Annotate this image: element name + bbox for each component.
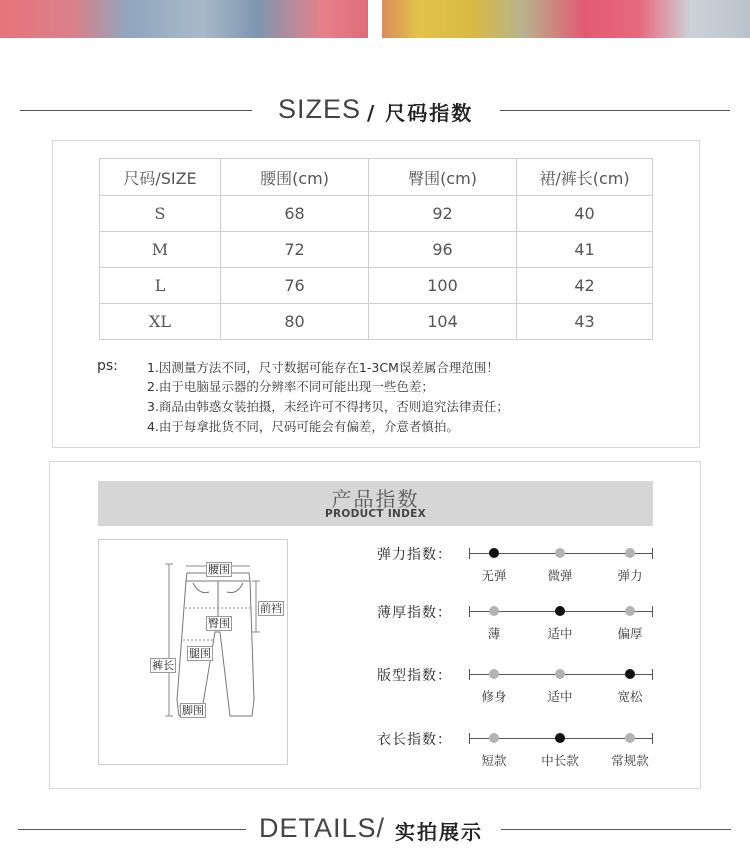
diagram-label-thigh: 腿围 xyxy=(189,647,211,660)
index-option: 微弹 xyxy=(547,568,573,583)
details-section-heading xyxy=(0,810,750,850)
diagram-label-waist: 腰围 xyxy=(208,563,230,576)
index-dot xyxy=(625,733,635,743)
product-index-title-cn: 产品指数 xyxy=(331,487,420,511)
table-row xyxy=(100,304,653,340)
table-cell: L xyxy=(100,268,221,304)
index-dot xyxy=(625,606,635,616)
sizes-heading-en: SIZES xyxy=(278,94,362,124)
table-cell: 40 xyxy=(517,196,653,232)
table-cell: 42 xyxy=(517,268,653,304)
index-option: 弹力 xyxy=(617,568,643,583)
index-option: 中长款 xyxy=(541,753,579,768)
heading-rule-right xyxy=(501,829,731,830)
product-index-title-bar xyxy=(98,481,653,526)
track-tick xyxy=(652,548,653,559)
product-photo-left xyxy=(0,0,368,38)
table-cell: 41 xyxy=(517,232,653,268)
index-row-label: 薄厚指数： xyxy=(377,605,452,621)
notes-prefix: ps: xyxy=(97,358,118,374)
index-dot-selected xyxy=(489,548,499,558)
diagram-label-hem: 脚围 xyxy=(182,704,204,717)
table-header-row xyxy=(100,159,653,196)
table-row xyxy=(100,232,653,268)
index-option: 偏厚 xyxy=(617,626,643,641)
table-cell: 43 xyxy=(517,304,653,340)
details-heading-en: DETAILS/ xyxy=(259,813,386,843)
table-cell: 72 xyxy=(221,232,369,268)
track-tick xyxy=(469,669,470,680)
index-option: 无弹 xyxy=(481,568,507,583)
index-option: 宽松 xyxy=(617,689,643,704)
index-option: 常规款 xyxy=(611,753,649,768)
index-option: 薄 xyxy=(487,626,501,641)
table-header-cell: 裙/裤长(cm) xyxy=(517,159,653,196)
index-option: 适中 xyxy=(547,626,573,641)
heading-rule-left xyxy=(18,829,246,830)
index-option: 短款 xyxy=(481,753,507,768)
note-item: 4.由于每拿批货不同，尺码可能会有偏差，介意者慎拍。 xyxy=(147,419,459,434)
note-item: 3.商品由韩惑女装拍摄，未经许可不得拷贝，否则追究法律责任； xyxy=(147,399,509,414)
table-row xyxy=(100,196,653,232)
index-row-label: 衣长指数： xyxy=(377,732,452,748)
index-dot xyxy=(555,548,565,558)
track-tick xyxy=(652,606,653,617)
table-cell: 104 xyxy=(369,304,517,340)
product-index-title-en: PRODUCT INDEX xyxy=(324,508,427,520)
size-table xyxy=(99,158,653,340)
index-row-fit xyxy=(50,665,700,705)
track-tick xyxy=(469,733,470,744)
index-dot-selected xyxy=(625,669,635,679)
table-cell: 80 xyxy=(221,304,369,340)
index-dot xyxy=(489,733,499,743)
track-tick xyxy=(469,548,470,559)
note-item: 2.由于电脑显示器的分辨率不同可能出现一些色差； xyxy=(147,379,434,394)
sizes-heading-cn: / 尺码指数 xyxy=(367,101,474,125)
index-row-length xyxy=(50,729,700,769)
index-dot xyxy=(489,606,499,616)
table-cell: XL xyxy=(100,304,221,340)
table-header-cell: 尺码/SIZE xyxy=(100,159,221,196)
table-cell: M xyxy=(100,232,221,268)
index-option: 适中 xyxy=(547,689,573,704)
note-item: 1.因测量方法不同，尺寸数据可能存在1-3CM误差属合理范围！ xyxy=(147,360,499,375)
size-chart-panel xyxy=(52,140,700,448)
table-cell: 92 xyxy=(369,196,517,232)
table-cell: 100 xyxy=(369,268,517,304)
index-option: 修身 xyxy=(481,689,507,704)
index-dot-selected xyxy=(555,606,565,616)
table-header-cell: 臀围(cm) xyxy=(369,159,517,196)
table-header-cell: 腰围(cm) xyxy=(221,159,369,196)
index-row-label: 弹力指数： xyxy=(377,547,452,563)
details-heading-cn: 实拍展示 xyxy=(395,820,483,844)
index-row-elasticity xyxy=(50,544,700,584)
track-tick xyxy=(652,733,653,744)
index-dot xyxy=(555,669,565,679)
heading-rule-right xyxy=(500,110,730,111)
product-photo-right xyxy=(382,0,750,38)
index-dot xyxy=(625,548,635,558)
heading-rule-left xyxy=(20,110,252,111)
diagram-label-length: 裤长 xyxy=(152,659,174,672)
sizes-section-heading xyxy=(0,91,750,131)
track-tick xyxy=(469,606,470,617)
table-row xyxy=(100,268,653,304)
table-cell: S xyxy=(100,196,221,232)
table-cell: 76 xyxy=(221,268,369,304)
diagram-label-front-rise: 前裆 xyxy=(260,602,282,615)
product-index-panel xyxy=(49,461,701,789)
table-cell: 68 xyxy=(221,196,369,232)
top-photo-strip xyxy=(0,0,750,38)
table-cell: 96 xyxy=(369,232,517,268)
index-row-label: 版型指数： xyxy=(377,668,452,684)
track-tick xyxy=(652,669,653,680)
diagram-label-hip: 臀围 xyxy=(208,617,230,630)
index-dot xyxy=(489,669,499,679)
index-dot-selected xyxy=(555,733,565,743)
index-row-thickness xyxy=(50,602,700,642)
